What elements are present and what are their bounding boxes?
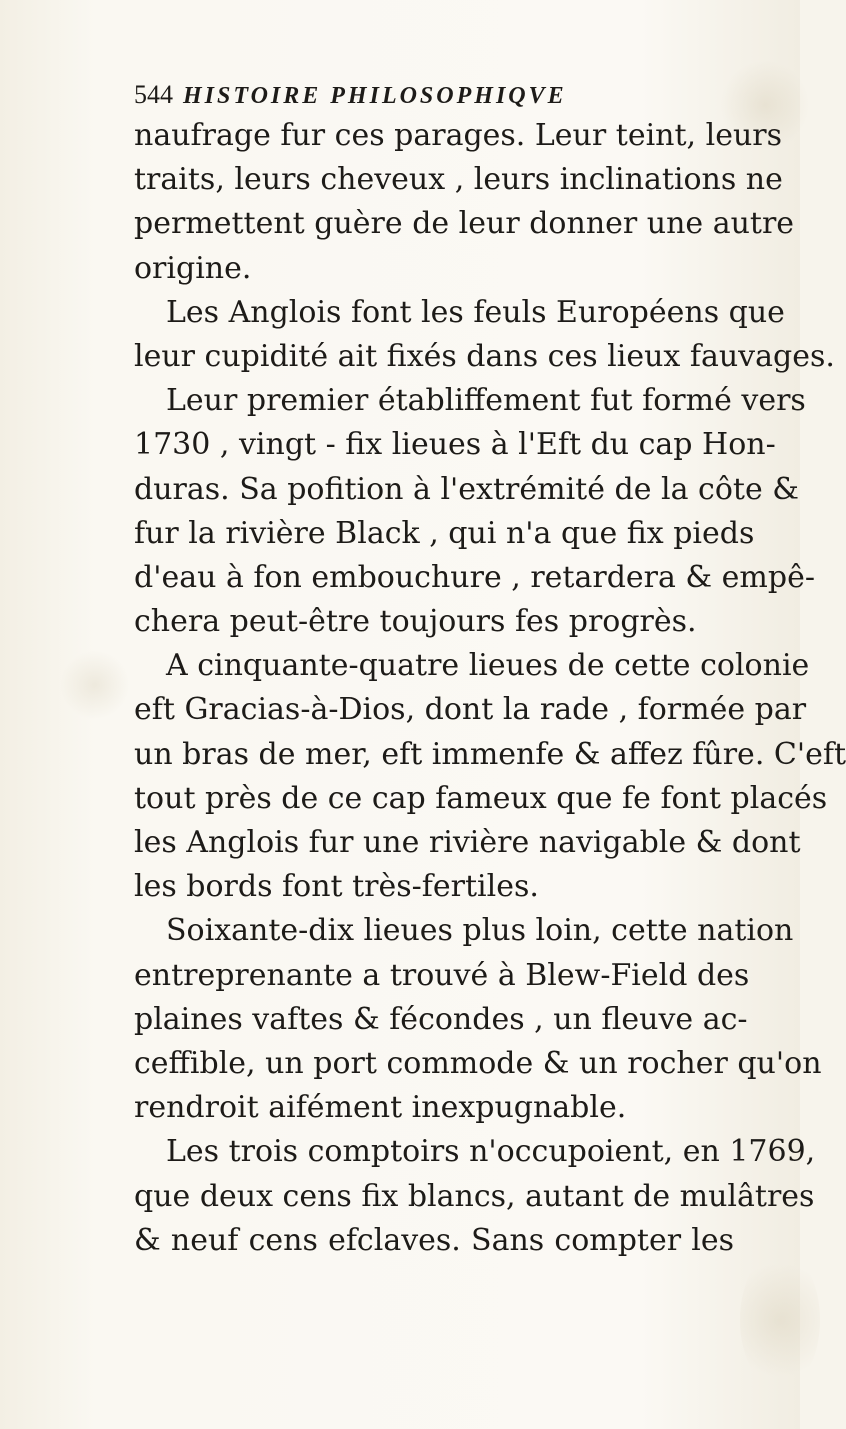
text-line: que deux cens fix blancs, autant de mulâtres — [134, 1178, 815, 1214]
text-line: Soixante-dix lieues plus loin, cette nation — [166, 913, 794, 949]
body-text — [134, 114, 846, 1263]
text-line: les Anglois fur une rivière navigable & dont — [134, 825, 801, 860]
text-line: naufrage fur ces parages. Leur teint, leurs — [134, 118, 783, 153]
text-line: leur cupidité ait fixés dans ces lieux fauvages. — [134, 338, 835, 374]
paper-stain — [740, 1250, 820, 1390]
paper-stain — [60, 650, 130, 720]
text-line: chera peut-être toujours fes progrès. — [134, 604, 697, 640]
text-line: 1730 , vingt - fix lieues à l'Eft du cap Hon- — [134, 427, 776, 463]
text-line: les bords font très-fertiles. — [134, 869, 539, 905]
text-line: origine. — [134, 250, 252, 286]
text-block — [134, 76, 846, 1263]
text-line: un bras de mer, eft immenfe & affez fûre. C'eft — [134, 736, 846, 772]
text-line: Leur premier établiffement fut formé vers — [166, 383, 806, 419]
text-line: fur la rivière Black , qui n'a que fix pieds — [134, 515, 755, 551]
page-header — [134, 76, 734, 114]
page-number: 544 — [134, 80, 173, 109]
text-line: Les Anglois font les feuls Européens que — [166, 294, 785, 330]
text-line: ceffible, un port commode & un rocher qu'on — [134, 1045, 822, 1081]
text-line: rendroit aifément inexpugnable. — [134, 1090, 627, 1126]
text-line: & neuf cens efclaves. Sans compter les — [134, 1222, 734, 1258]
text-line: permettent guère de leur donner une autre — [134, 206, 795, 242]
text-line: tout près de ce cap fameux que fe font placés — [134, 780, 828, 816]
text-line: plaines vaftes & fécondes , un fleuve ac- — [134, 1001, 748, 1037]
text-line: eft Gracias-à-Dios, dont la rade , formée par — [134, 692, 807, 728]
running-title: HISTOIRE PHILOSOPHIQVE — [183, 83, 567, 109]
text-line: duras. Sa pofition à l'extrémité de la côte & — [134, 471, 799, 507]
text-line: d'eau à fon embouchure , retardera & empê- — [134, 559, 815, 595]
text-line: traits, leurs cheveux , leurs inclinations ne — [134, 162, 783, 198]
text-line: A cinquante-quatre lieues de cette colonie — [166, 648, 810, 684]
text-line: entreprenante a trouvé à Blew-Field des — [134, 957, 750, 993]
text-line: Les trois comptoirs n'occupoient, en 1769, — [166, 1134, 816, 1170]
